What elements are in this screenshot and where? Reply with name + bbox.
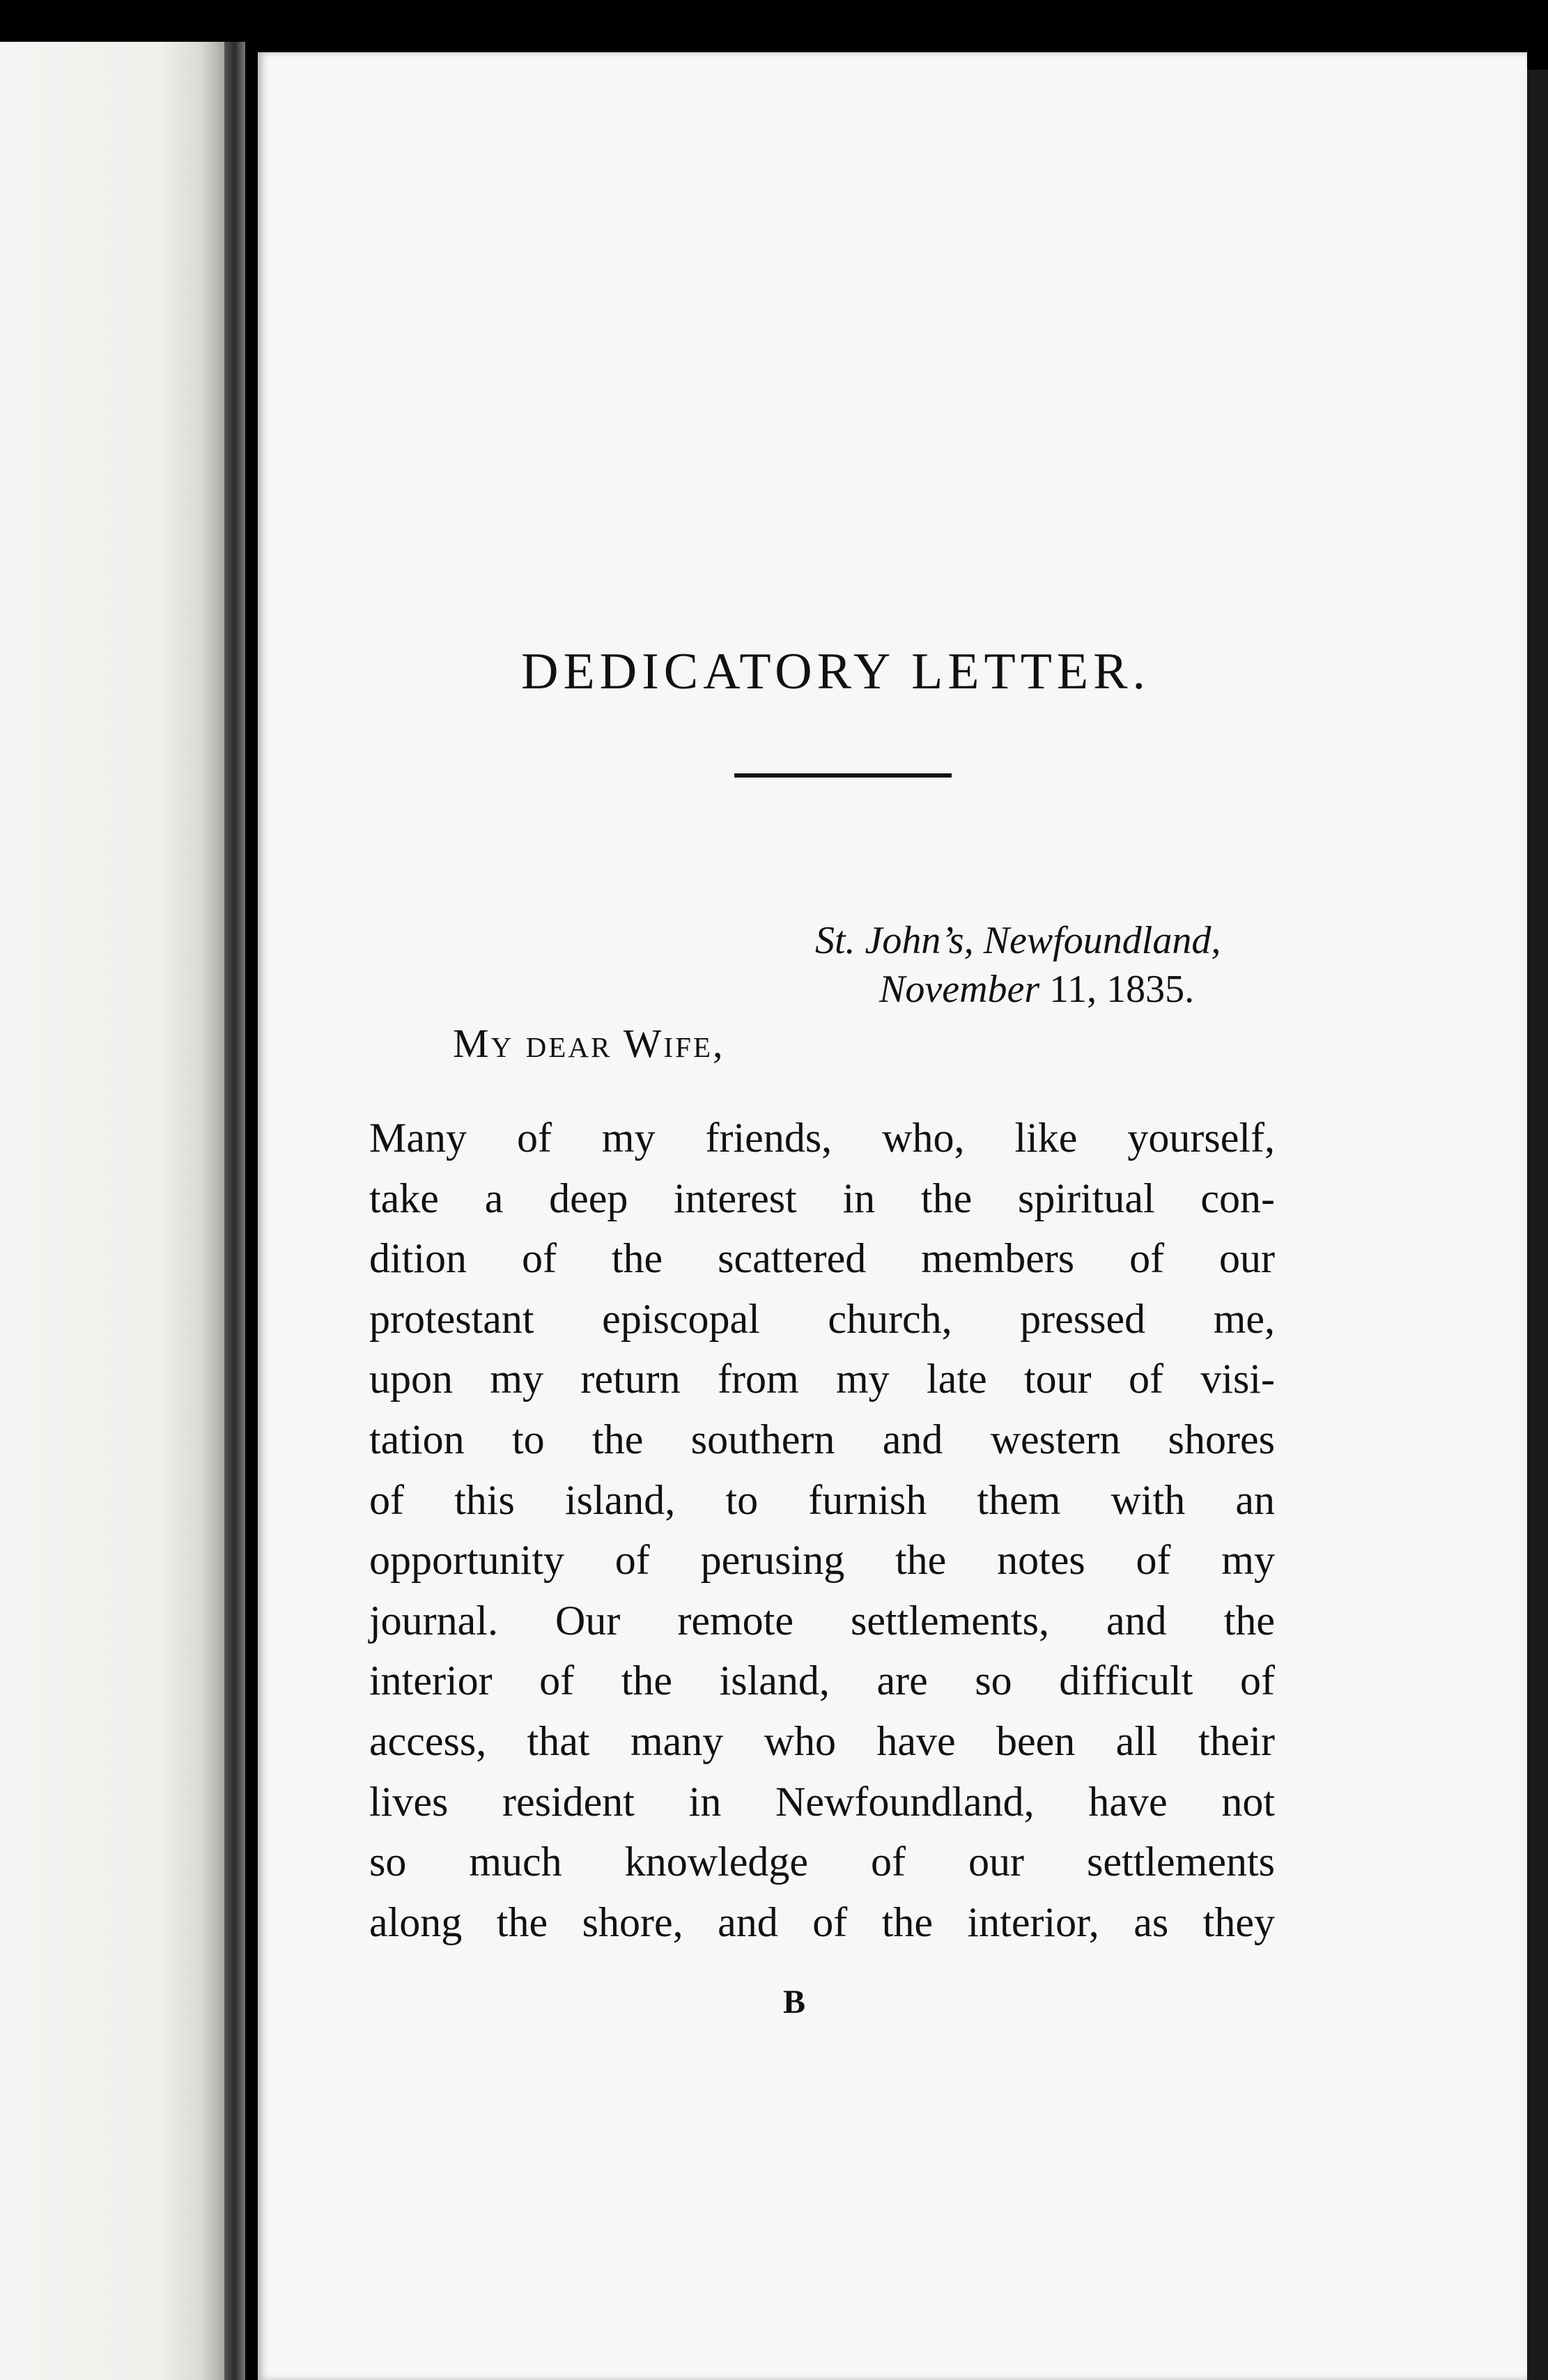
dateline-date xyxy=(879,967,1194,1012)
page-edge-shadow xyxy=(1527,70,1548,2380)
body-line: lives resident in Newfoundland, have not xyxy=(369,1778,1275,1825)
dateline-day-year: 11, 1835. xyxy=(1049,968,1195,1011)
body-line: upon my return from my late tour of visi- xyxy=(369,1356,1275,1402)
dateline-month: November xyxy=(879,968,1040,1011)
book-gutter xyxy=(224,42,245,2380)
body-line: of this island, to furnish them with an xyxy=(369,1476,1275,1523)
body-line: Many of my friends, who, like yourself, xyxy=(369,1115,1275,1161)
body-line: dition of the scattered members of our xyxy=(369,1235,1275,1282)
body-line: protestant episcopal church, pressed me, xyxy=(369,1295,1275,1342)
letter-body xyxy=(369,1108,1275,1952)
body-line: so much knowledge of our settlements xyxy=(369,1839,1275,1885)
body-line: take a deep interest in the spiritual con- xyxy=(369,1175,1275,1221)
body-line: access, that many who have been all their xyxy=(369,1717,1275,1764)
body-line: tation to the southern and western shores xyxy=(369,1416,1275,1462)
signature-mark: B xyxy=(783,1984,806,2020)
title-rule xyxy=(734,773,952,778)
body-line: along the shore, and of the interior, as they xyxy=(369,1899,1275,1945)
dateline-place: St. John’s, Newfoundland, xyxy=(815,919,1221,962)
body-line: opportunity of perusing the notes of my xyxy=(369,1537,1275,1584)
body-line: journal. Our remote settlements, and the xyxy=(369,1597,1275,1644)
page-title: DEDICATORY LETTER. xyxy=(521,642,1150,700)
body-line: interior of the island, are so difficult of xyxy=(369,1658,1275,1704)
salutation: My dear Wife, xyxy=(453,1021,725,1066)
facing-page xyxy=(0,42,230,2380)
